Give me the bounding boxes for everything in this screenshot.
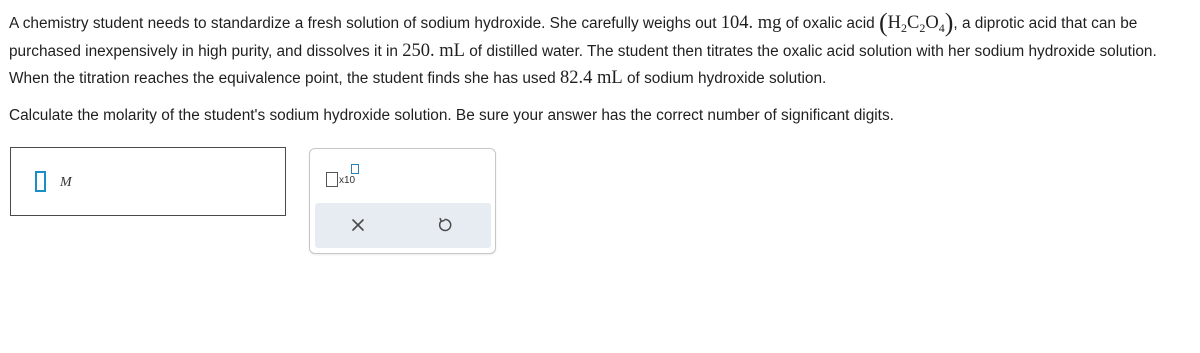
problem-statement [9, 10, 1194, 129]
naoh-volume: 82.4 mL [560, 68, 623, 88]
times-ten-label: x10 [339, 175, 356, 186]
undo-icon [437, 217, 453, 233]
problem-text-2: of oxalic acid [781, 15, 879, 32]
answer-input[interactable] [35, 171, 46, 192]
problem-text-5: of sodium hydroxide solution. [622, 70, 827, 87]
scientific-notation-button[interactable] [324, 164, 360, 192]
unit-label: M [60, 175, 72, 190]
coefficient-box-icon [326, 172, 338, 187]
water-volume: 250. mL [402, 40, 465, 61]
answer-container [10, 147, 286, 216]
problem-text-1: A chemistry student needs to standardize a fresh solution of sodium hydroxide. She carefully weighs out [9, 15, 721, 32]
undo-button[interactable] [433, 213, 457, 237]
palette-action-bar [315, 203, 491, 248]
problem-text-4: of distilled water. The student then titrates the oxalic acid solution with her sodium hydroxide solution. When the titration reaches the equivalence point, the student finds she has used [9, 42, 1157, 87]
close-icon [351, 218, 365, 232]
exponent-box-icon [351, 164, 359, 174]
problem-text-3: , a diprotic acid that can be purchased inexpensively in high purity, and dissolves it in [9, 15, 1138, 60]
oxalic-acid-mass: 104. mg [720, 13, 782, 33]
problem-paragraph [9, 10, 1194, 93]
oxalic-acid-formula: $(H_2C_2O_4)$ [878, 8, 954, 37]
clear-button[interactable] [346, 213, 370, 237]
question-text: Calculate the molarity of the student's sodium hydroxide solution. Be sure your answer has the correct number of significant digits. [9, 106, 894, 124]
